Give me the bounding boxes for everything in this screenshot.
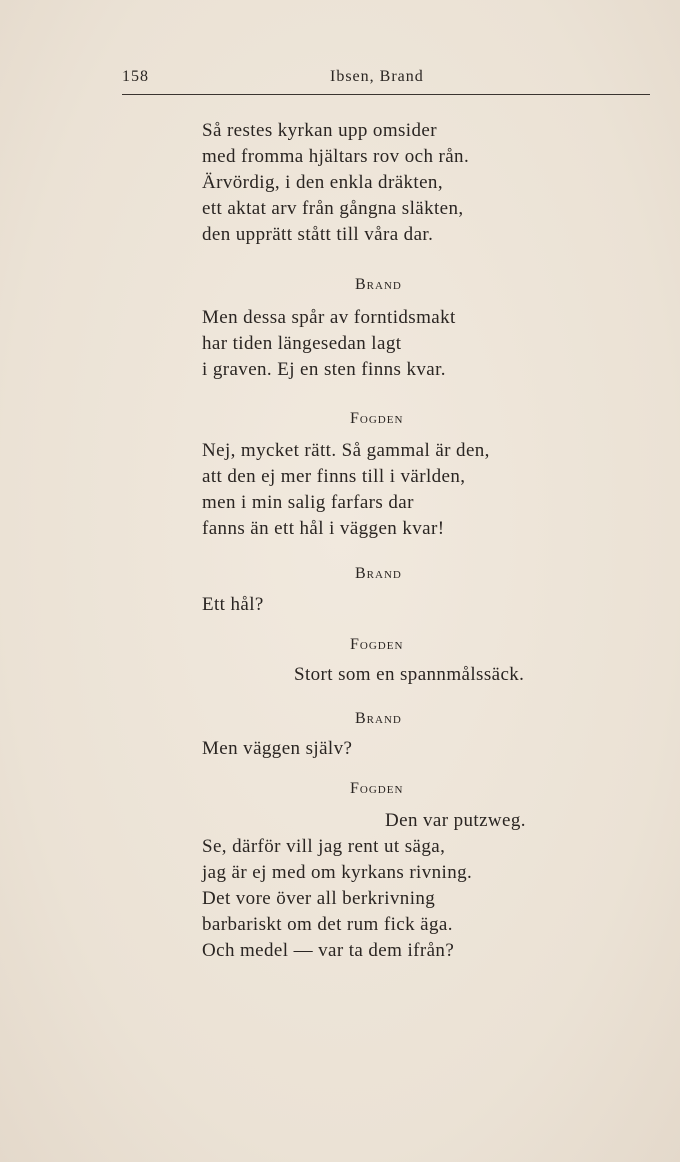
verse-line: Den var putzweg. xyxy=(385,810,526,831)
verse-line: Ett hål? xyxy=(202,594,264,615)
speaker-name: Fogden xyxy=(350,636,404,653)
verse-line: med fromma hjältars rov och rån. xyxy=(202,146,470,167)
verse-line: men i min salig farfars dar xyxy=(202,492,414,513)
speaker-name: Brand xyxy=(355,276,402,293)
verse-line: har tiden längesedan lagt xyxy=(202,333,402,354)
verse-line: jag är ej med om kyrkans rivning. xyxy=(202,862,473,883)
page-number: 158 xyxy=(122,68,149,85)
speaker-name: Fogden xyxy=(350,410,404,427)
speaker-name: Fogden xyxy=(350,780,404,797)
verse-line: i graven. Ej en sten finns kvar. xyxy=(202,359,446,380)
verse-line: ett aktat arv från gångna släkten, xyxy=(202,198,464,219)
verse-line: den upprätt stått till våra dar. xyxy=(202,224,434,245)
speaker-name: Brand xyxy=(355,565,402,582)
running-head: Ibsen, Brand xyxy=(330,68,424,85)
verse-line: Se, därför vill jag rent ut säga, xyxy=(202,836,446,857)
verse-line: Men dessa spår av forntidsmakt xyxy=(202,307,456,328)
verse-line: Men väggen själv? xyxy=(202,738,353,759)
verse-line: Och medel — var ta dem ifrån? xyxy=(202,940,455,961)
verse-line: att den ej mer finns till i världen, xyxy=(202,466,466,487)
verse-line: Nej, mycket rätt. Så gammal är den, xyxy=(202,440,490,461)
verse-line: fanns än ett hål i väggen kvar! xyxy=(202,518,445,539)
verse-line: Ärvördig, i den enkla dräkten, xyxy=(202,172,443,193)
speaker-name: Brand xyxy=(355,710,402,727)
page-header xyxy=(122,68,650,95)
verse-line: barbariskt om det rum fick äga. xyxy=(202,914,453,935)
verse-line: Stort som en spannmålssäck. xyxy=(294,664,525,685)
verse-line: Det vore över all berkrivning xyxy=(202,888,436,909)
verse-line: Så restes kyrkan upp omsider xyxy=(202,120,437,141)
